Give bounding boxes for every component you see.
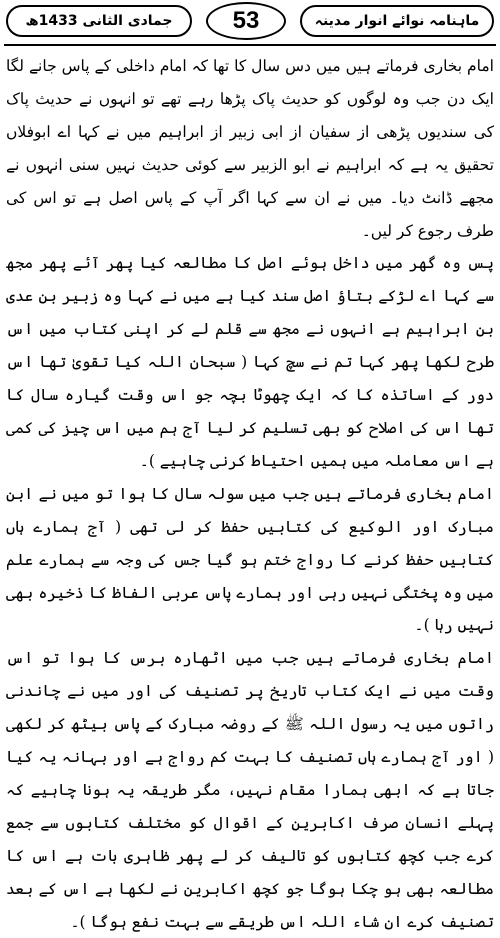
paragraph: امام بخاری فرماتے ہیں میں دس سال کا تھا کہ امام داخلی کے پاس جانے لگا ایک دن جب وہ لوگوں کو حدیث پاک پڑھا رہے تھے تو انہوں نے حدیث پاک کی سندیوں پڑھی از سفیان از ابی زبیر از ابراہیم میں نے کہا اے ابوفلاں تحقیق یہ ہے کہ ابراہیم نے ابو الزبیر سے کوئی حدیث نہیں سنی انہوں نے مجھے ڈانٹ دیا۔ میں نے ان سے کہا اگر آپ کے پاس اصل ہے تو اس کی طرف رجوع کر لیں۔	[6, 57, 494, 240]
header-divider	[4, 44, 496, 46]
issue-date: جمادی الثانی 1433ھ	[6, 5, 192, 37]
paragraph: امام بخاری فرماتے ہیں جب میں اٹھارہ برس کا ہوا تو اس وقت میں نے ایک کتاب تاریخ پر تصنیف کی اور میں نے چاندنی راتوں میں یہ رسول اللہ ﷺ کے روضہ مبارک کے پاس بیٹھ کر لکھی ( اور آج ہمارے ہاں تصنیف کا بہت کم رواج ہے اور بہانہ یہ کیا جاتا ہے کہ ابھی ہمارا مقام نہیں، مگر طریقہ یہ ہونا چاہیے کہ پہلے انسان صرف اکابرین کے اقوال کو مختلف کتابوں سے جمع کرے جب کچھ کتابوں کو تالیف کر لے پھر ظاہری بات ہے اس کا مطالعہ بھی ہو چکا ہوگا جو کچھ اکابرین نے لکھا ہے اس کے بعد تصنیف کرے ان شاء اللہ اس طریقے سے بہت نفع ہوگا )۔	[6, 649, 494, 931]
page-number: 53	[206, 2, 286, 40]
page-header	[0, 0, 500, 44]
paragraph: پس وہ گھر میں داخل ہوئے اصل کا مطالعہ کیا پھر آئے پھر مجھ سے کہا اے لڑکے بتاؤ اصل سند کیا ہے میں نے کہا وہ زبیر بن عدی بن ابراہیم ہے انہوں نے مجھ سے قلم لے کر اپنی کتاب میں اس طرح لکھا پھر کہا تم نے سچ کہا ( سبحان اللہ کیا تقویٰ تھا اس دور کے اساتذہ کا کہ ایک چھوٹا بچہ جو اس وقت گیارہ سال کا تھا اس کی اصلاح کو بھی تسلیم کر لیا آج ہم میں اس چیز کی کمی ہے اس معاملہ میں ہمیں احتیاط کرنی چاہیے )۔	[6, 254, 494, 470]
paragraph: امام بخاری فرماتے ہیں جب میں سولہ سال کا ہوا تو میں نے ابن مبارک اور الوکیع کی کتابیں حفظ کر لی تھی ( آج ہمارے ہاں کتابیں حفظ کرنے کا رواج ختم ہو گیا جس کی وجہ سے ہمارے علم میں وہ پختگی نہیں رہی اور ہمارے پاس عربی الفاظ کا ذخیرہ بھی نہیں رہا )۔	[6, 484, 494, 635]
article-body	[6, 50, 494, 931]
magazine-title: ماہنامہ نوائے انوار مدینہ	[300, 5, 494, 37]
